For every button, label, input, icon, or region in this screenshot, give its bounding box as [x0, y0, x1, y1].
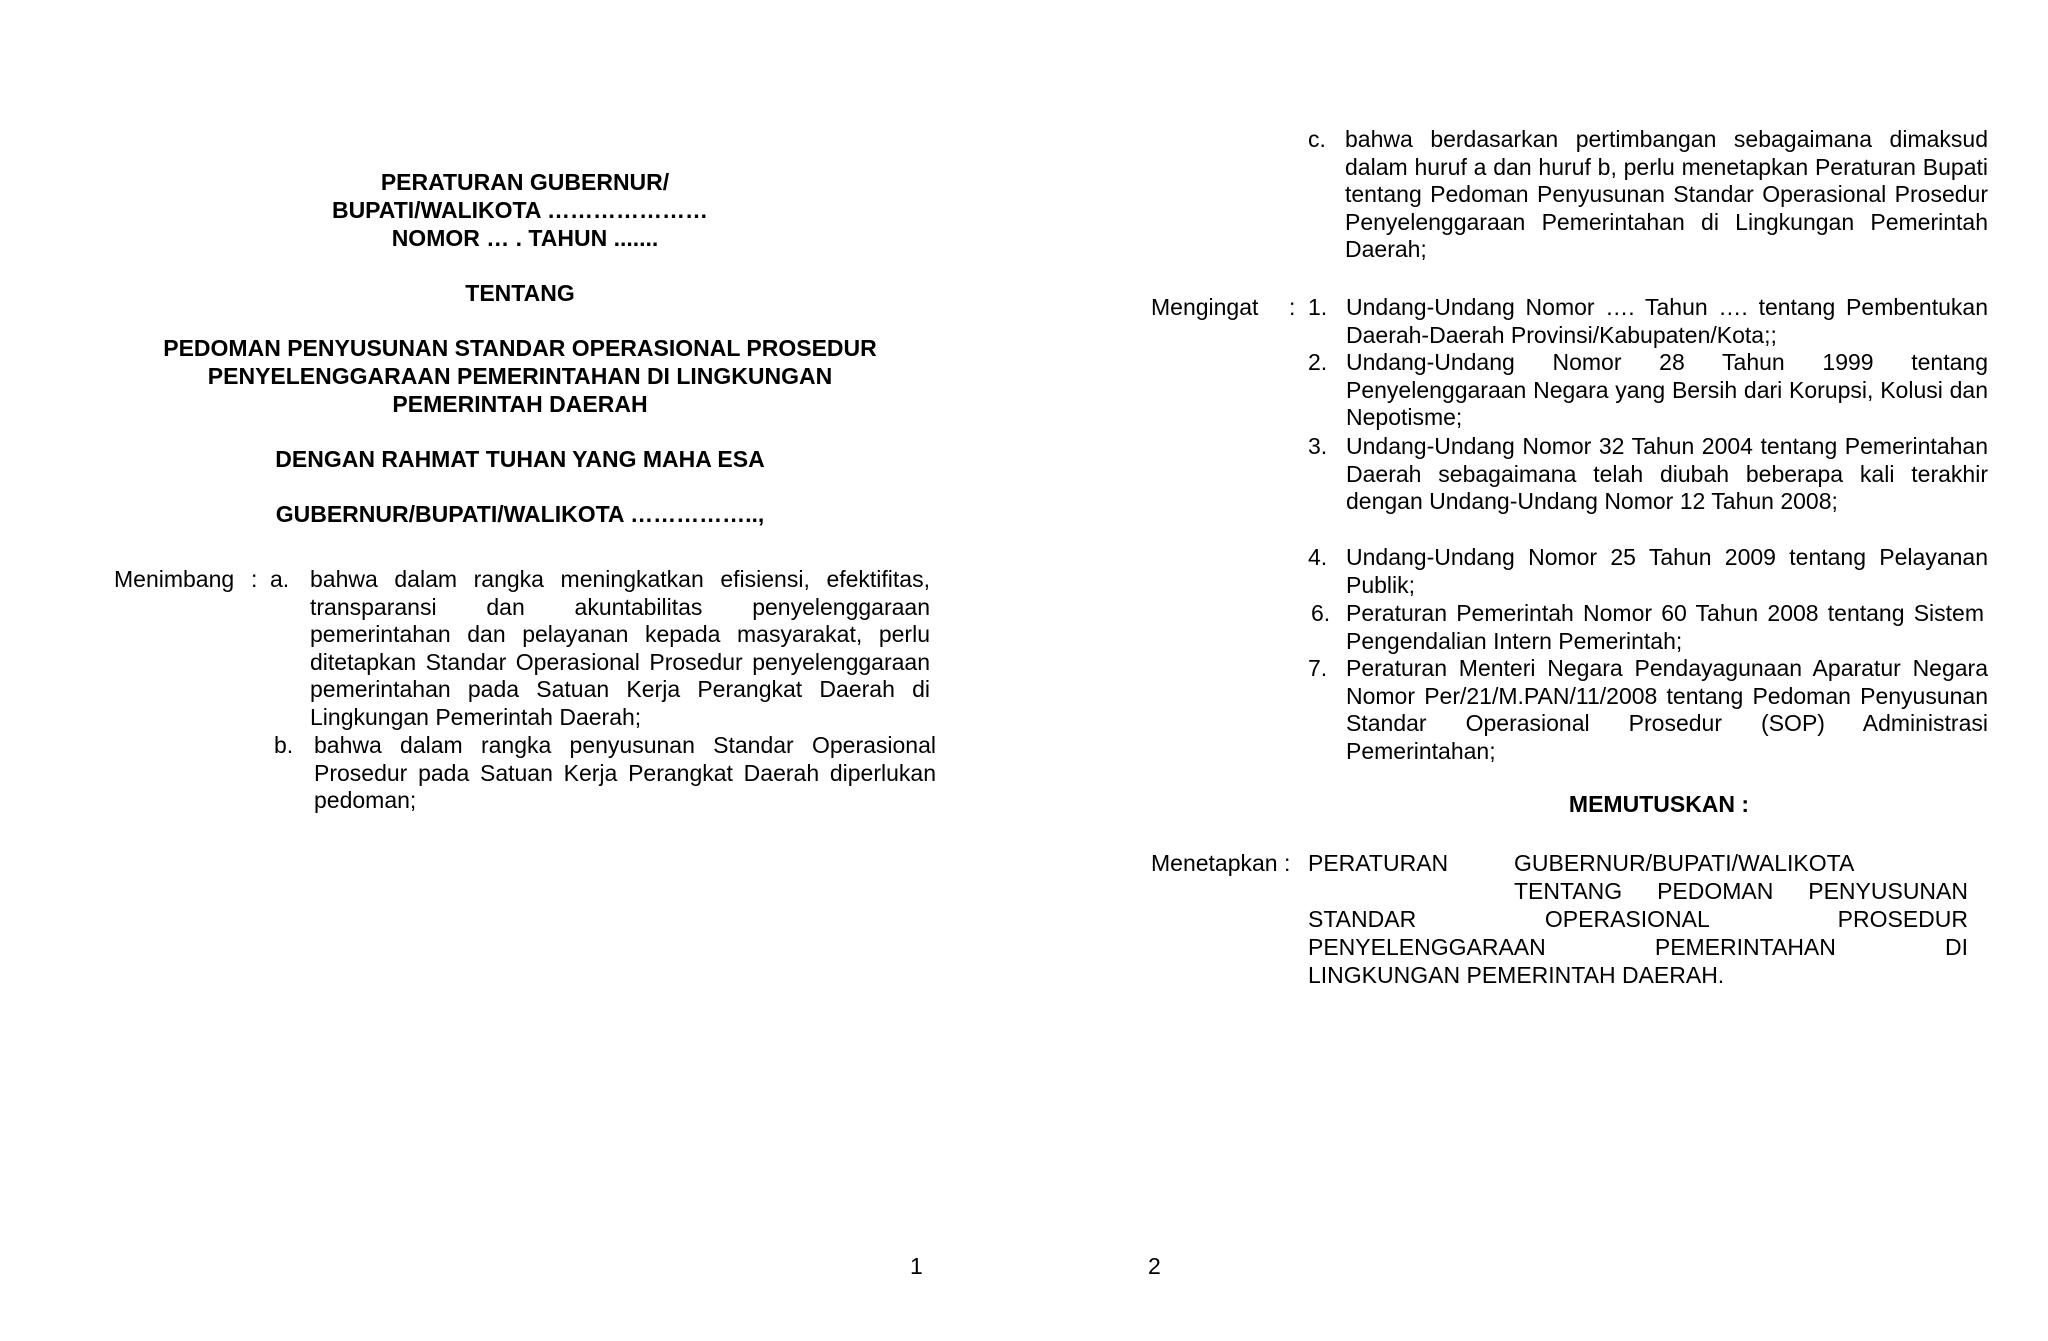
- item-mark: c.: [1308, 126, 1326, 152]
- rahmat-heading: DENGAN RAHMAT TUHAN YANG MAHA ESA: [275, 446, 765, 472]
- menimbang-label: Menimbang: [114, 566, 235, 592]
- item-text: Undang-Undang Nomor …. Tahun …. tentang Pembentukan Daerah-Daerah Provinsi/Kabupaten/Kota;;: [1346, 294, 1988, 348]
- item-text: Peraturan Menteri Negara Pendayagunaan Aparatur Negara Nomor Per/21/M.PAN/11/2008 tentang Pedoman Penyusunan Standar Operasional Prosedur (SOP) Administrasi Pemerintahan;: [1346, 655, 1988, 764]
- item-text: Undang-Undang Nomor 28 Tahun 1999 tentang Penyelenggaraan Negara yang Bersih dari Korupsi, Kolusi dan Nepotisme;: [1346, 349, 1988, 430]
- mengingat-label: Mengingat: [1151, 294, 1259, 320]
- menimbang-continued: [1308, 126, 1988, 266]
- page-number-2: 2: [1148, 1253, 1161, 1279]
- item-mark: b.: [274, 732, 294, 758]
- item-mark: 3.: [1308, 433, 1328, 459]
- menetapkan-word-peraturan: PERATURAN: [1308, 850, 1449, 876]
- header-line-2: BUPATI/WALIKOTA …………………: [331, 197, 709, 223]
- menimbang-colon: :: [251, 566, 258, 592]
- item-text: Peraturan Pemerintah Nomor 60 Tahun 2008 tentang Sistem Pengendalian Intern Pemerintah;: [1346, 600, 1984, 654]
- item-text: Undang-Undang Nomor 32 Tahun 2004 tentang Pemerintahan Daerah sebagaimana telah diubah beberapa kali terakhir dengan Undang-Undang Nomor 12 Tahun 2008;: [1346, 433, 1988, 514]
- tentang-heading: TENTANG: [465, 280, 575, 306]
- item-mark: 6.: [1311, 600, 1331, 626]
- menetapkan-line-2: TENTANG PEDOMAN PENYUSUNAN: [1514, 878, 1968, 904]
- item-text: bahwa dalam rangka penyusunan Standar Operasional Prosedur pada Satuan Kerja Perangkat Daerah diperlukan pedoman;: [314, 732, 936, 813]
- menetapkan-section: [1151, 850, 2011, 1000]
- title-line-1: PEDOMAN PENYUSUNAN STANDAR OPERASIONAL PROSEDUR: [163, 335, 877, 361]
- menetapkan-line-4: PENYELENGGARAAN PEMERINTAHAN DI: [1308, 934, 1968, 960]
- item-mark: 7.: [1308, 655, 1328, 681]
- menetapkan-label: Menetapkan :: [1151, 850, 1291, 876]
- item-text: bahwa berdasarkan pertimbangan sebagaimana dimaksud dalam huruf a dan huruf b, perlu menetapkan Peraturan Bupati tentang Pedoman Penyusunan Standar Operasional Prosedur Penyelenggaraan Pemerintahan di Lingkungan Pemerintah Daerah;: [1345, 126, 1988, 262]
- item-mark: 4.: [1308, 544, 1328, 570]
- official-heading: GUBERNUR/BUPATI/WALIKOTA ……………..,: [275, 501, 765, 527]
- item-mark: 1.: [1308, 294, 1328, 320]
- item-text: Undang-Undang Nomor 25 Tahun 2009 tentang Pelayanan Publik;: [1346, 544, 1988, 598]
- memutuskan-heading: MEMUTUSKAN :: [1568, 791, 1750, 817]
- menetapkan-line-5: LINGKUNGAN PEMERINTAH DAERAH.: [1308, 962, 1725, 988]
- page-number-1: 1: [910, 1253, 923, 1279]
- header-line-1: PERATURAN GUBERNUR/: [380, 169, 670, 195]
- title-line-2: PENYELENGGARAAN PEMERINTAHAN DI LINGKUNGAN: [207, 363, 833, 389]
- page-2: [1024, 0, 2048, 1341]
- title-line-3: PEMERINTAH DAERAH: [392, 391, 648, 417]
- item-text: bahwa dalam rangka meningkatkan efisiensi, efektifitas, transparansi dan akuntabilitas penyelenggaraan pemerintahan dan pelayanan kepada masyarakat, perlu ditetapkan Standar Operasional Prosedur penyelenggaraan pemerintahan pada Satuan Kerja Perangkat Daerah di Lingkungan Pemerintah Daerah;: [310, 566, 930, 730]
- item-mark: a.: [270, 566, 290, 592]
- menetapkan-line-1: GUBERNUR/BUPATI/WALIKOTA: [1514, 850, 1855, 876]
- mengingat-section: [1151, 294, 2011, 774]
- mengingat-colon: :: [1289, 294, 1296, 320]
- menimbang-section: [114, 566, 934, 826]
- item-mark: 2.: [1308, 349, 1328, 375]
- header-line-3: NOMOR … . TAHUN .......: [391, 225, 659, 251]
- regulation-header: [135, 168, 905, 528]
- menetapkan-line-3: STANDAR OPERASIONAL PROSEDUR: [1308, 906, 1968, 932]
